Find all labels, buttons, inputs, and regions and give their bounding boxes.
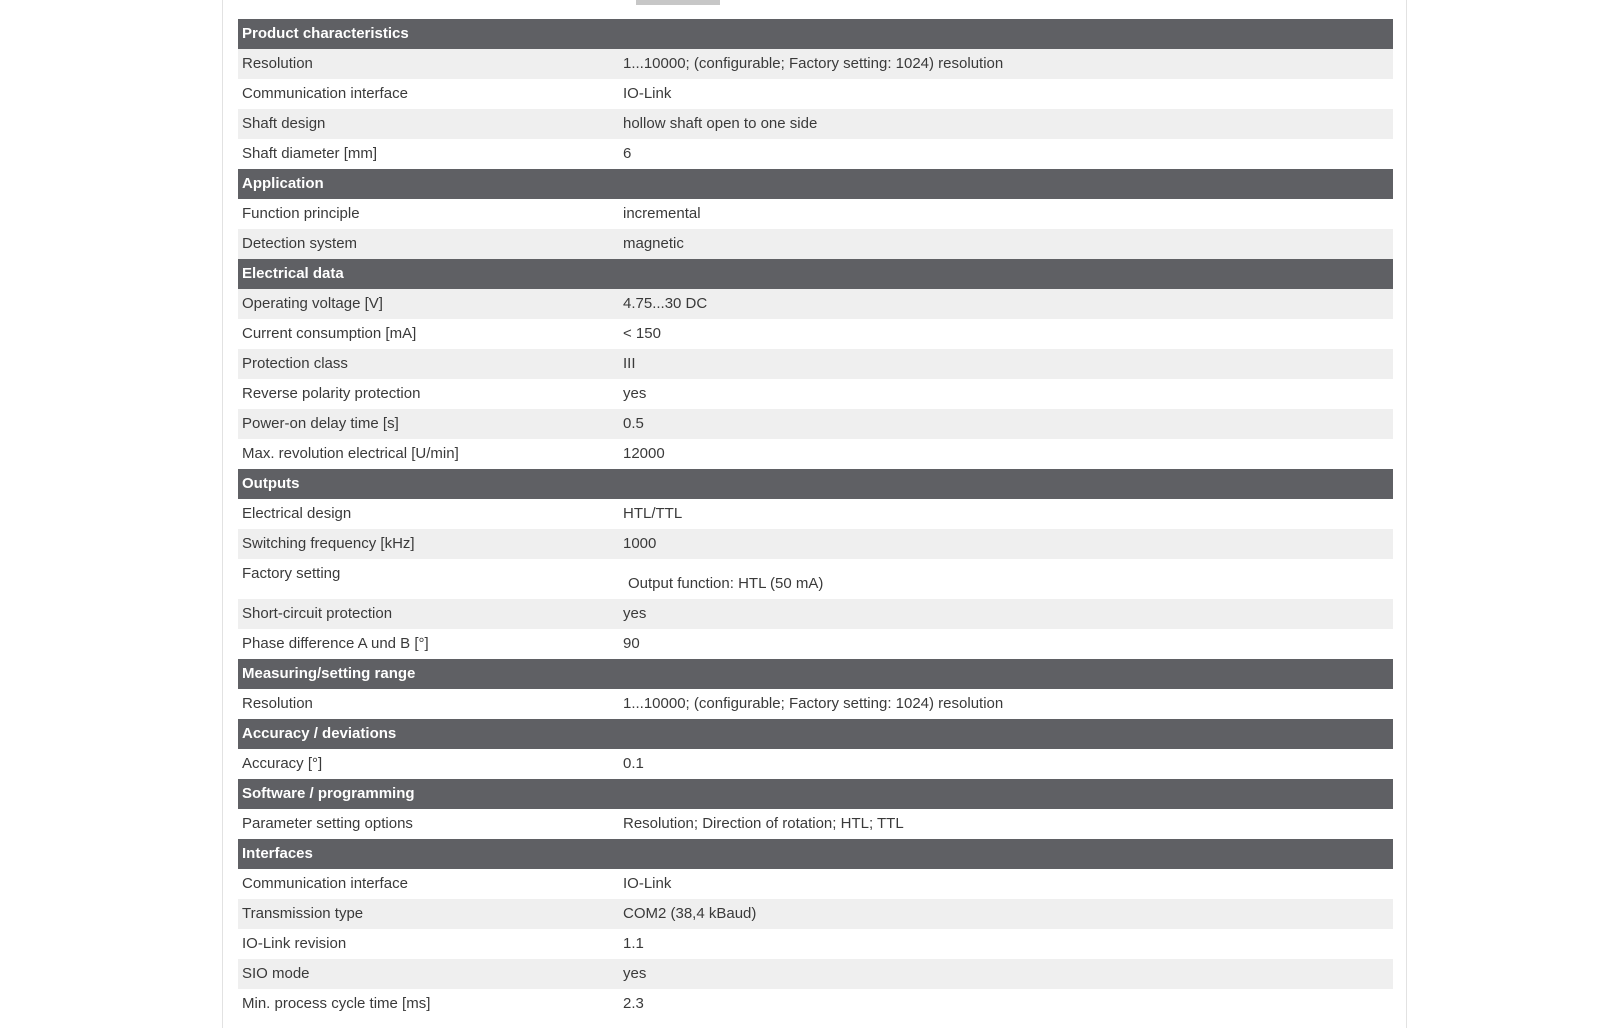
section-header-accuracy-deviations: Accuracy / deviations — [238, 719, 1393, 749]
spec-label: Power-on delay time [s] — [242, 415, 399, 432]
spec-value: 12000 — [623, 445, 665, 462]
spec-value: yes — [623, 605, 647, 622]
spec-row — [238, 199, 1393, 229]
spec-value: IO-Link — [623, 875, 672, 892]
spec-row — [238, 989, 1393, 1019]
spec-value: yes — [623, 385, 647, 402]
spec-value: HTL/TTL — [623, 505, 683, 522]
spec-label: Max. revolution electrical [U/min] — [242, 445, 459, 462]
spec-row — [238, 349, 1393, 379]
spec-label: Short-circuit protection — [242, 605, 393, 622]
spec-label: Operating voltage [V] — [242, 295, 383, 312]
spec-label: Protection class — [242, 355, 348, 372]
top-tab-indicator[interactable] — [636, 0, 720, 5]
spec-label: Reverse polarity protection — [242, 385, 421, 402]
spec-label: Factory setting — [242, 565, 341, 582]
spec-label: Accuracy [°] — [242, 755, 323, 772]
spec-row — [238, 809, 1393, 839]
spec-row — [238, 319, 1393, 349]
spec-label: Transmission type — [242, 905, 364, 922]
spec-row — [238, 289, 1393, 319]
spec-label: SIO mode — [242, 965, 310, 982]
specification-table — [238, 19, 1393, 1019]
spec-label: Phase difference A und B [°] — [242, 635, 429, 652]
spec-value: 1...10000; (configurable; Factory setting: 1024) resolution — [623, 55, 1004, 72]
spec-row — [238, 929, 1393, 959]
section-header-electrical-data: Electrical data — [238, 259, 1393, 289]
spec-label: Resolution — [242, 695, 313, 712]
spec-row — [238, 959, 1393, 989]
spec-value: 0.1 — [623, 755, 644, 772]
spec-label: Resolution — [242, 55, 313, 72]
spec-label: Min. process cycle time [ms] — [242, 995, 431, 1012]
spec-value: 1.1 — [623, 935, 644, 952]
spec-value: yes — [623, 965, 647, 982]
spec-value: Output function: HTL (50 mA) — [628, 575, 824, 592]
spec-row — [238, 439, 1393, 469]
spec-value: hollow shaft open to one side — [623, 115, 818, 132]
spec-row — [238, 499, 1393, 529]
spec-value: magnetic — [623, 235, 684, 252]
spec-value: 1000 — [623, 535, 657, 552]
spec-label: Parameter setting options — [242, 815, 413, 832]
spec-label: Communication interface — [242, 875, 408, 892]
spec-row — [238, 629, 1393, 659]
spec-row — [238, 139, 1393, 169]
spec-value: 2.3 — [623, 995, 644, 1012]
spec-row — [238, 409, 1393, 439]
spec-label: Current consumption [mA] — [242, 325, 417, 342]
spec-value: 4.75...30 DC — [623, 295, 708, 312]
spec-label: Shaft diameter [mm] — [242, 145, 378, 162]
spec-label: Shaft design — [242, 115, 326, 132]
section-header-product-characteristics: Product characteristics — [238, 19, 1393, 49]
spec-row — [238, 689, 1393, 719]
section-header-software-programming: Software / programming — [238, 779, 1393, 809]
section-header-measuring-setting-range: Measuring/setting range — [238, 659, 1393, 689]
spec-row — [238, 749, 1393, 779]
spec-value: 6 — [623, 145, 632, 162]
section-header-outputs: Outputs — [238, 469, 1393, 499]
spec-value: incremental — [623, 205, 701, 222]
spec-value: 0.5 — [623, 415, 644, 432]
spec-row — [238, 379, 1393, 409]
spec-row — [238, 229, 1393, 259]
spec-label: Communication interface — [242, 85, 408, 102]
spec-row — [238, 869, 1393, 899]
spec-value: < 150 — [623, 325, 661, 342]
section-header-application: Application — [238, 169, 1393, 199]
spec-value: IO-Link — [623, 85, 672, 102]
spec-value: 1...10000; (configurable; Factory setting: 1024) resolution — [623, 695, 1004, 712]
spec-row — [238, 899, 1393, 929]
spec-row — [238, 79, 1393, 109]
spec-label: Electrical design — [242, 505, 352, 522]
spec-row — [238, 49, 1393, 79]
spec-value: Resolution; Direction of rotation; HTL; TTL — [623, 815, 904, 832]
spec-row — [238, 559, 1393, 599]
spec-value: III — [623, 355, 636, 372]
spec-value: COM2 (38,4 kBaud) — [623, 905, 757, 922]
spec-label: Detection system — [242, 235, 358, 252]
spec-label: Function principle — [242, 205, 360, 222]
spec-row — [238, 529, 1393, 559]
spec-value: 90 — [623, 635, 640, 652]
spec-label: IO-Link revision — [242, 935, 347, 952]
spec-row — [238, 109, 1393, 139]
spec-row — [238, 599, 1393, 629]
section-header-interfaces: Interfaces — [238, 839, 1393, 869]
spec-label: Switching frequency [kHz] — [242, 535, 415, 552]
